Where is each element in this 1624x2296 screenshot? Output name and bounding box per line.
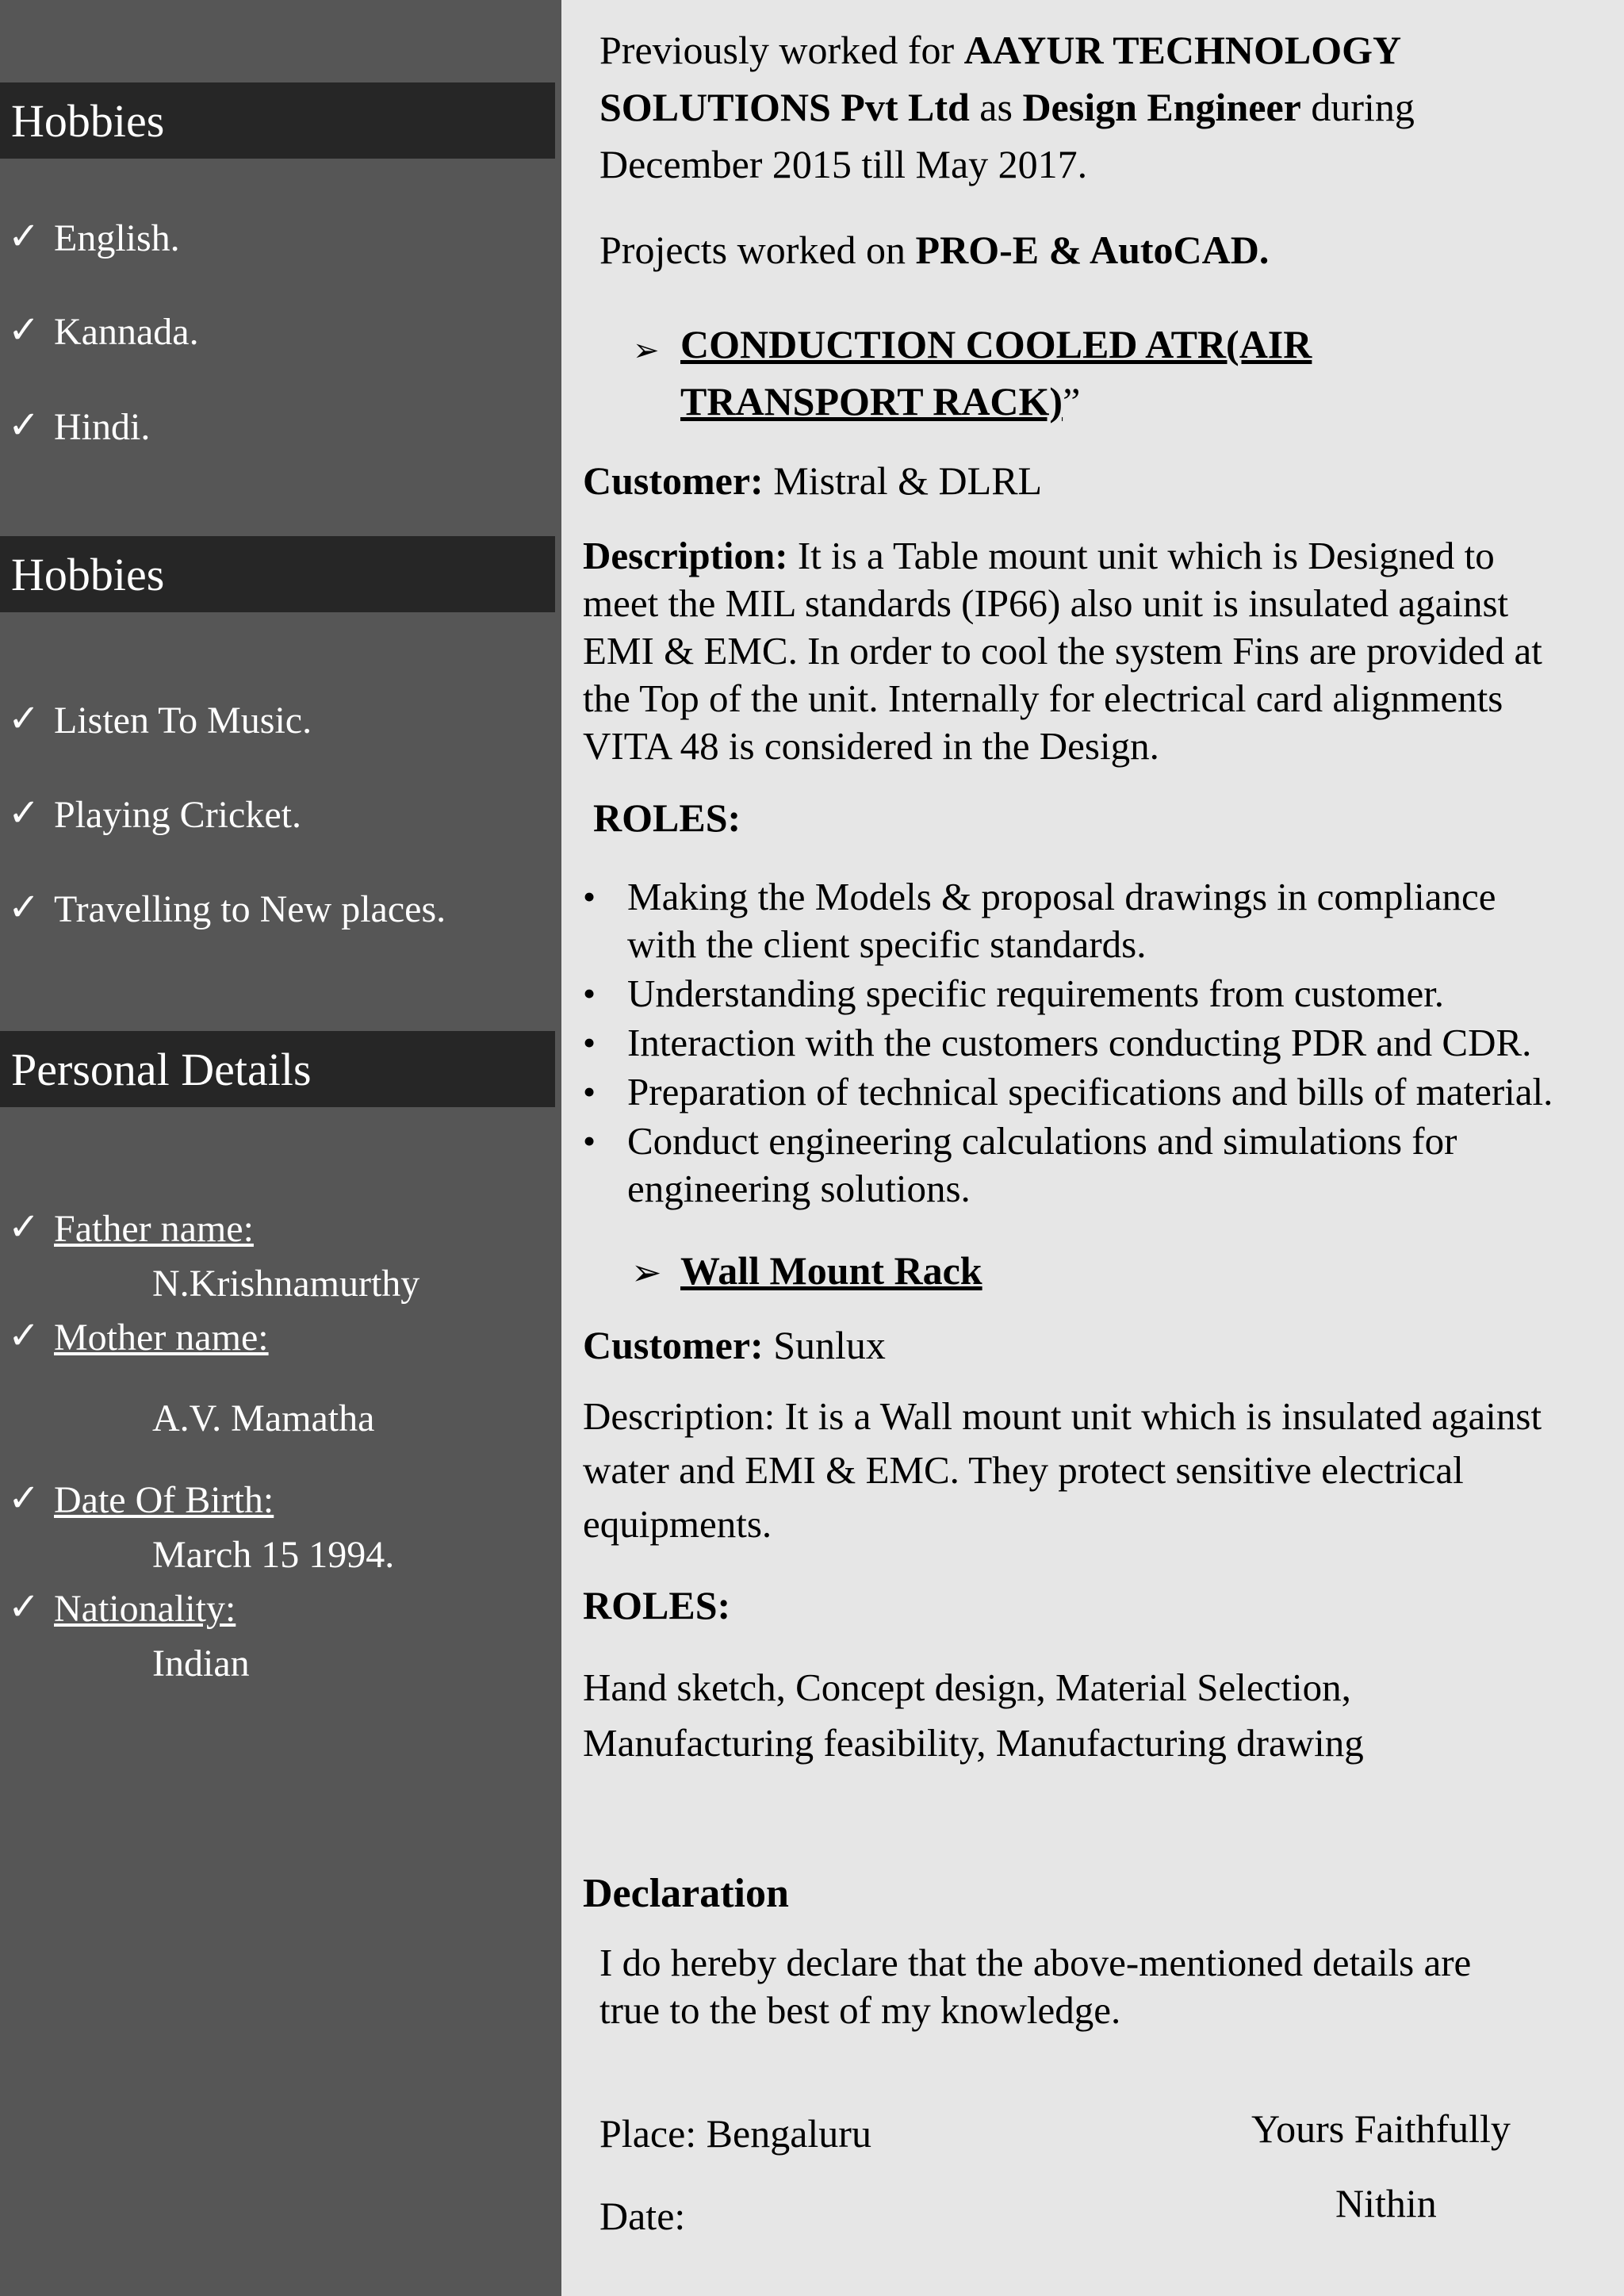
project1-description-line: Description: It is a Table mount unit which is Designed to <box>583 534 1495 577</box>
mother-name-label: Mother name: <box>54 1317 269 1359</box>
project2-description-line: equipments. <box>583 1502 772 1546</box>
check-icon: ✓ <box>8 1206 40 1248</box>
list-item: • Understanding specific requirements from customer. <box>581 970 1553 1018</box>
nationality-value: Indian <box>152 1642 250 1685</box>
language-item: English. <box>54 217 180 259</box>
declaration-heading: Declaration <box>583 1871 789 1916</box>
hobbies-heading: Hobbies <box>0 536 555 612</box>
language-item: Hindi. <box>54 406 151 448</box>
project1-description-line: VITA 48 is considered in the Design. <box>583 724 1159 768</box>
mother-name-value: A.V. Mamatha <box>152 1397 375 1439</box>
list-item: • Interaction with the customers conducting PDR and CDR. <box>581 1019 1553 1067</box>
check-icon: ✓ <box>8 1315 40 1357</box>
project2-description-line: Description: It is a Wall mount unit which is insulated against <box>583 1394 1542 1438</box>
closing: Yours Faithfully <box>1251 2106 1511 2151</box>
project1-roles-list <box>581 873 1553 1214</box>
project2-roles-label: ROLES: <box>583 1583 731 1627</box>
tools: PRO-E & AutoCAD. <box>915 228 1270 272</box>
date-of-birth-label: Date Of Birth: <box>54 1479 274 1521</box>
personal-details-heading: Personal Details <box>0 1031 555 1107</box>
hobby-item: Listen To Music. <box>54 700 312 742</box>
project2-description-line: water and EMI & EMC. They protect sensitive electrical <box>583 1448 1464 1492</box>
check-icon: ✓ <box>8 216 40 258</box>
main-content <box>561 0 1624 2296</box>
check-icon: ✓ <box>8 698 40 740</box>
language-item: Kannada. <box>54 311 199 353</box>
check-icon: ✓ <box>8 887 40 929</box>
hobby-item: Travelling to New places. <box>54 888 446 930</box>
declaration-line: I do hereby declare that the above-mentioned details are <box>599 1941 1472 1984</box>
project2-title: Wall Mount Rack <box>680 1248 982 1293</box>
date-of-birth-value: March 15 1994. <box>152 1534 395 1576</box>
project2-roles-line: Manufacturing feasibility, Manufacturing drawing <box>583 1721 1364 1765</box>
nationality-label: Nationality: <box>54 1588 236 1630</box>
experience-period: December 2015 till May 2017. <box>599 142 1088 186</box>
check-icon: ✓ <box>8 792 40 834</box>
project2-roles-line: Hand sketch, Concept design, Material Selection, <box>583 1665 1351 1709</box>
project1-roles-label: ROLES: <box>593 795 741 840</box>
check-icon: ✓ <box>8 309 40 351</box>
project1-description-line: meet the MIL standards (IP66) also unit is insulated against <box>583 581 1509 625</box>
project1-description-line: EMI & EMC. In order to cool the system Fins are provided at <box>583 629 1542 673</box>
sidebar <box>0 0 561 2296</box>
arrowhead-icon: ➢ <box>631 1252 662 1293</box>
father-name-value: N.Krishnamurthy <box>152 1263 420 1305</box>
project1-title-line1: CONDUCTION COOLED ATR(AIR <box>680 322 1312 366</box>
languages-heading: Hobbies <box>0 82 555 159</box>
arrowhead-icon: ➢ <box>633 332 660 368</box>
project2-customer: Customer: Sunlux <box>583 1323 886 1367</box>
list-item: • Preparation of technical specifications and bills of material. <box>581 1068 1553 1116</box>
project1-title-line2: TRANSPORT RACK)” <box>680 379 1081 424</box>
projects-line: Projects worked on PRO-E & AutoCAD. <box>599 228 1270 272</box>
father-name-label: Father name: <box>54 1208 254 1250</box>
company-name: AAYUR TECHNOLOGY <box>963 28 1402 72</box>
project1-customer: Customer: Mistral & DLRL <box>583 458 1043 503</box>
project1-description-line: the Top of the unit. Internally for electrical card alignments <box>583 677 1503 720</box>
declaration-line: true to the best of my knowledge. <box>599 1988 1121 2032</box>
job-role: Design Engineer <box>1022 85 1301 129</box>
check-icon: ✓ <box>8 404 40 447</box>
signatory-name: Nithin <box>1335 2181 1437 2225</box>
place: Place: Bengaluru <box>599 2111 871 2156</box>
experience-line-1: Previously worked for AAYUR TECHNOLOGY <box>599 28 1402 72</box>
hobby-item: Playing Cricket. <box>54 794 301 836</box>
list-item: • Making the Models & proposal drawings in compliance with the client specific standards. <box>581 873 1553 968</box>
date: Date: <box>599 2194 686 2238</box>
check-icon: ✓ <box>8 1586 40 1628</box>
check-icon: ✓ <box>8 1478 40 1520</box>
list-item: • Conduct engineering calculations and simulations for engineering solutions. <box>581 1117 1553 1213</box>
experience-line-2: SOLUTIONS Pvt Ltd as Design Engineer during <box>599 85 1415 129</box>
